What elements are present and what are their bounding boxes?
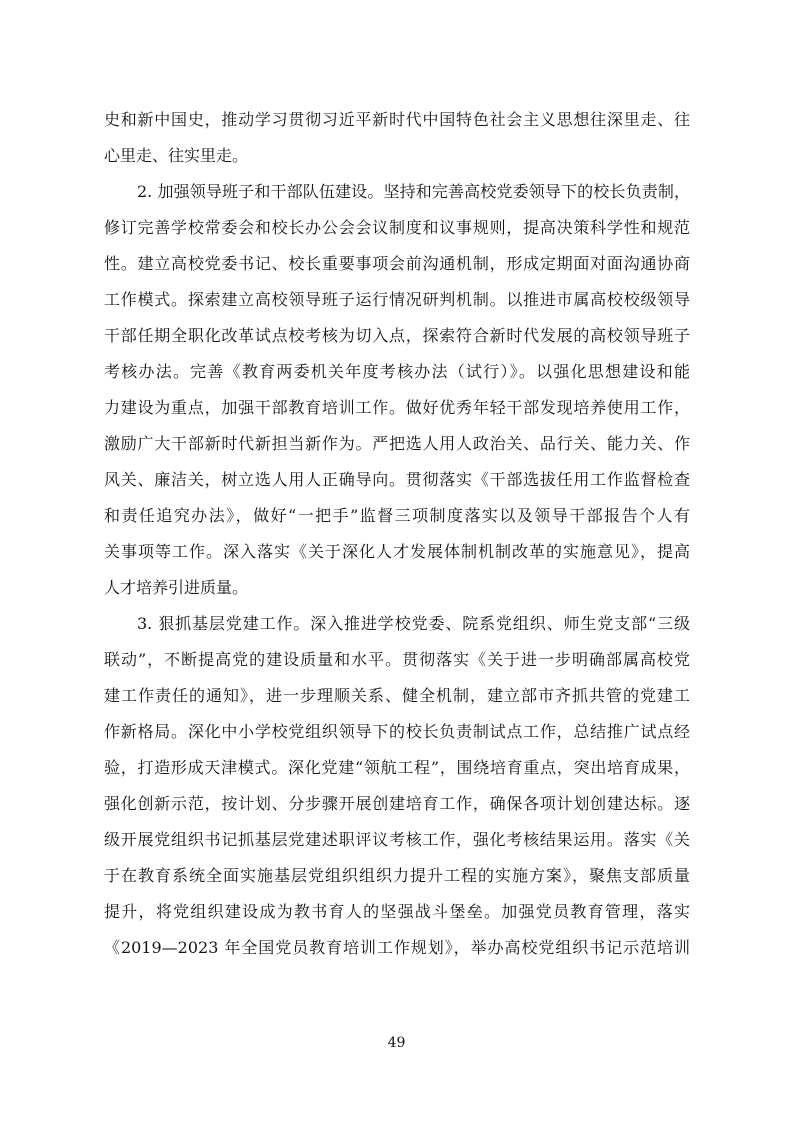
text-line: 激励广大干部新时代新担当新作为。严把选人用人政治关、品行关、能力关、作 (104, 434, 690, 453)
text-line: 干部任期全职化改革试点校考核为切入点，探索符合新时代发展的高校领导班子 (104, 326, 690, 345)
text-line: 《2019—2023 年全国党员教育培训工作规划》，举办高校党组织书记示范培训 (104, 938, 690, 957)
text-line: 3. 狠抓基层党建工作。深入推进学校党委、院系党组织、师生党支部“三级 (137, 614, 690, 633)
text-line: 史和新中国史，推动学习贯彻习近平新时代中国特色社会主义思想往深里走、往 (104, 110, 690, 129)
text-line: 和责任追究办法》，做好“一把手”监督三项制度落实以及领导干部报告个人有 (104, 506, 690, 525)
text-line: 力建设为重点，加强干部教育培训工作。做好优秀年轻干部发现培养使用工作， (104, 398, 690, 417)
text-line: 级开展党组织书记抓基层党建述职评议考核工作，强化考核结果运用。落实《关 (104, 830, 690, 849)
text-line: 修订完善学校常委会和校长办公会会议制度和议事规则，提高决策科学性和规范 (104, 218, 690, 237)
text-line: 作新格局。深化中小学校党组织领导下的校长负责制试点工作，总结推广试点经 (104, 722, 690, 741)
document-body (104, 102, 690, 966)
text-line: 提升，将党组织建设成为教书育人的坚强战斗堡垒。加强党员教育管理，落实 (104, 902, 690, 921)
text-line: 人才培养引进质量。 (104, 578, 249, 597)
text-line: 工作模式。探索建立高校领导班子运行情况研判机制。以推进市属高校校级领导 (104, 290, 690, 309)
text-line: 性。建立高校党委书记、校长重要事项会前沟通机制，形成定期面对面沟通协商 (104, 254, 690, 273)
text-line: 心里走、往实里走。 (104, 146, 249, 165)
text-line: 关事项等工作。深入落实《关于深化人才发展体制机制改革的实施意见》，提高 (104, 542, 690, 561)
text-line: 强化创新示范，按计划、分步骤开展创建培育工作，确保各项计划创建达标。逐 (104, 794, 690, 813)
text-line: 验，打造形成天津模式。深化党建“领航工程”，围绕培育重点，突出培育成果， (104, 758, 690, 777)
text-line: 于在教育系统全面实施基层党组织组织力提升工程的实施方案》，聚焦支部质量 (104, 866, 690, 885)
page-number: 49 (387, 1035, 406, 1051)
text-line: 建工作责任的通知》，进一步理顺关系、健全机制，建立部市齐抓共管的党建工 (104, 686, 690, 705)
text-line: 考核办法。完善《教育两委机关年度考核办法（试行）》。以强化思想建设和能 (104, 362, 690, 381)
text-line: 联动”，不断提高党的建设质量和水平。贯彻落实《关于进一步明确部属高校党 (104, 650, 690, 669)
text-line: 2. 加强领导班子和干部队伍建设。坚持和完善高校党委领导下的校长负责制， (137, 182, 690, 201)
text-line: 风关、廉洁关，树立选人用人正确导向。贯彻落实《干部选拔任用工作监督检查 (104, 470, 690, 489)
